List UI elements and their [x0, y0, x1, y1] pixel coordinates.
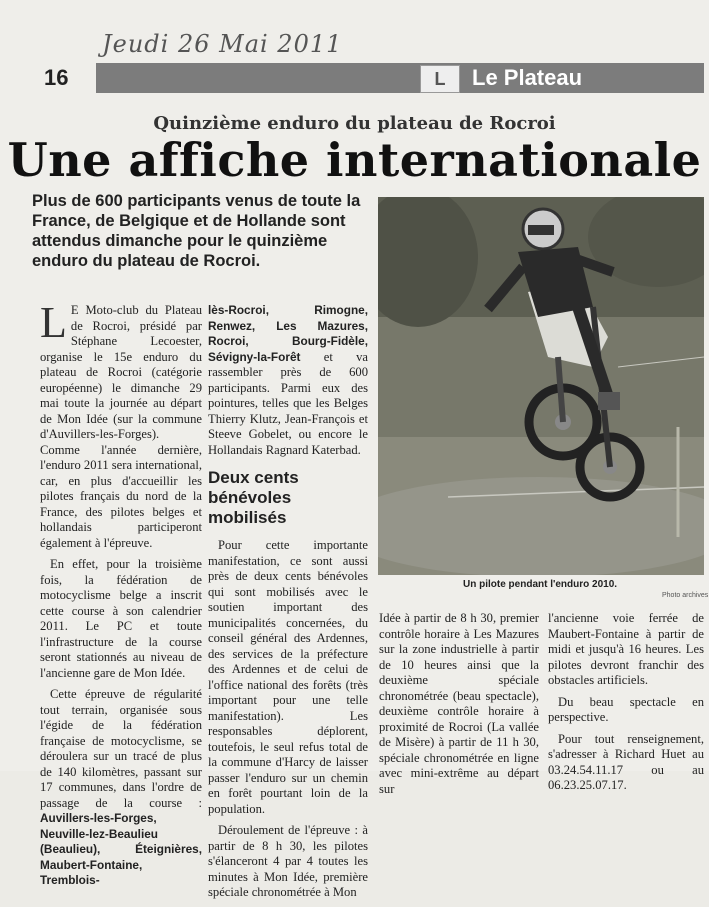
article-column-3	[379, 611, 539, 803]
section-title: Le Plateau	[472, 65, 583, 90]
article-headline: Une affiche internationale	[7, 133, 702, 187]
paragraph: Pour tout renseignement, s'adresser à Richard Huet au 03.24.54.11.17 ou au 06.23.25.07.17.	[548, 731, 704, 792]
handwritten-date: Jeudi 26 Mai 2011	[102, 30, 343, 58]
article-kicker: Quinzième enduro du plateau de Rocroi	[153, 113, 556, 134]
enduro-rider-photo	[378, 197, 704, 575]
paragraph: Du beau spectacle en perspective.	[548, 694, 704, 724]
article-column-2	[208, 303, 368, 907]
photo-credit: Photo archives	[662, 592, 709, 599]
places-list: lès-Rocroi, Rimogne, Renwez, Les Mazures, Rocroi, Bourg-Fidèle, Sévigny-la-Forêt	[208, 303, 368, 364]
paragraph: En effet, pour la troisième fois, la fédération de motocyclisme belge a inscrit cette course à son calendrier 2011. Le PC et toute l'infrastructure de la course seront stationnés au niveau de l'ancienne gare de Mon Idée.	[40, 557, 202, 680]
rider-illustration	[378, 197, 704, 575]
drop-cap: L	[40, 298, 67, 347]
article-column-4	[548, 611, 704, 800]
paragraph: Pour cette importante manifestation, ce sont aussi près de deux cents bénévoles qui sont mobilisés avec le soutien important des municipalités concernées, du conseil général des Ardennes, des services de la préfecture des Ardennes et de celui de l'office national des forêts (très important pour une telle manifestation). Les responsables déplorent, toutefois, le seul refus total de la commune d'Harcy de laisser passer l'enduro sur un chemin en forêt pourtant loin de la population.	[208, 538, 368, 816]
paragraph: Cette épreuve de régularité tout terrain, organisée sous l'égide de la fédération française de motocyclisme, se déroulera sur un tracé de plus de 140 kilomètres, passant sur 17 communes, dans l'ordre de passage de la course :	[40, 687, 202, 810]
paragraph: E Moto-club du Plateau de Rocroi, présidé par Stéphane Lecoester, organise le 15e enduro du plateau de Rocroi (catégorie européenne) le dimanche 29 mai toute la journée au départ de Mon Idée (sur la commune d'Auvillers-les-Forges). Comme l'année dernière, l'enduro 2011 sera international, car, en plus d'accueillir les pilotes français du nord de la France, des pilotes belges et hollandais participeront également à l'épreuve.	[40, 303, 202, 550]
article-lead: Plus de 600 participants venus de toute la France, de Belgique et de Hollande sont attendus dimanche pour le quinzième enduro du plateau de Rocroi.	[32, 192, 361, 270]
paragraph: Idée à partir de 8 h 30, premier contrôle horaire à Les Mazures sur la zone industrielle à partir de 10 heures ainsi que la deuxième spéciale chronométrée (beau spectacle), deuxième contrôle horaire à proximité de Rocroi (La vallée de Misère) à partir de 11 h 30, spéciale chronométrée en ligne avec mini-extrême au départ sur	[379, 611, 539, 796]
article-column-1	[40, 298, 202, 895]
photo-caption: Un pilote pendant l'enduro 2010.	[463, 579, 618, 590]
page-number: 16	[44, 63, 96, 93]
places-list: Auvillers-les-Forges, Neuville-lez-Beaulieu (Beaulieu), Éteignières, Maubert-Fontaine, Tremblois-	[40, 811, 202, 887]
paragraph: Déroulement de l'épreuve : à partir de 8 h 30, les pilotes s'élanceront 4 par 4 toutes les minutes à Mon Idée, première spéciale chronométrée à Mon	[208, 823, 368, 899]
paragraph: et va rassembler près de 600 participants. Parmi eux des pointures, telles que les Belges Thierry Klutz, Jean-François et Steeve Gobelet, ou encore le Hollandais Ragnard Katerbad.	[208, 349, 368, 457]
subheading: Deux cents bénévoles mobilisés	[208, 468, 299, 527]
newspaper-logo: L	[420, 65, 460, 93]
paragraph: l'ancienne voie ferrée de Maubert-Fontaine à partir de midi et jusqu'à 16 heures. Les pilotes devront franchir des obstacles artificiels.	[548, 611, 704, 687]
section-header-bar	[44, 63, 704, 93]
